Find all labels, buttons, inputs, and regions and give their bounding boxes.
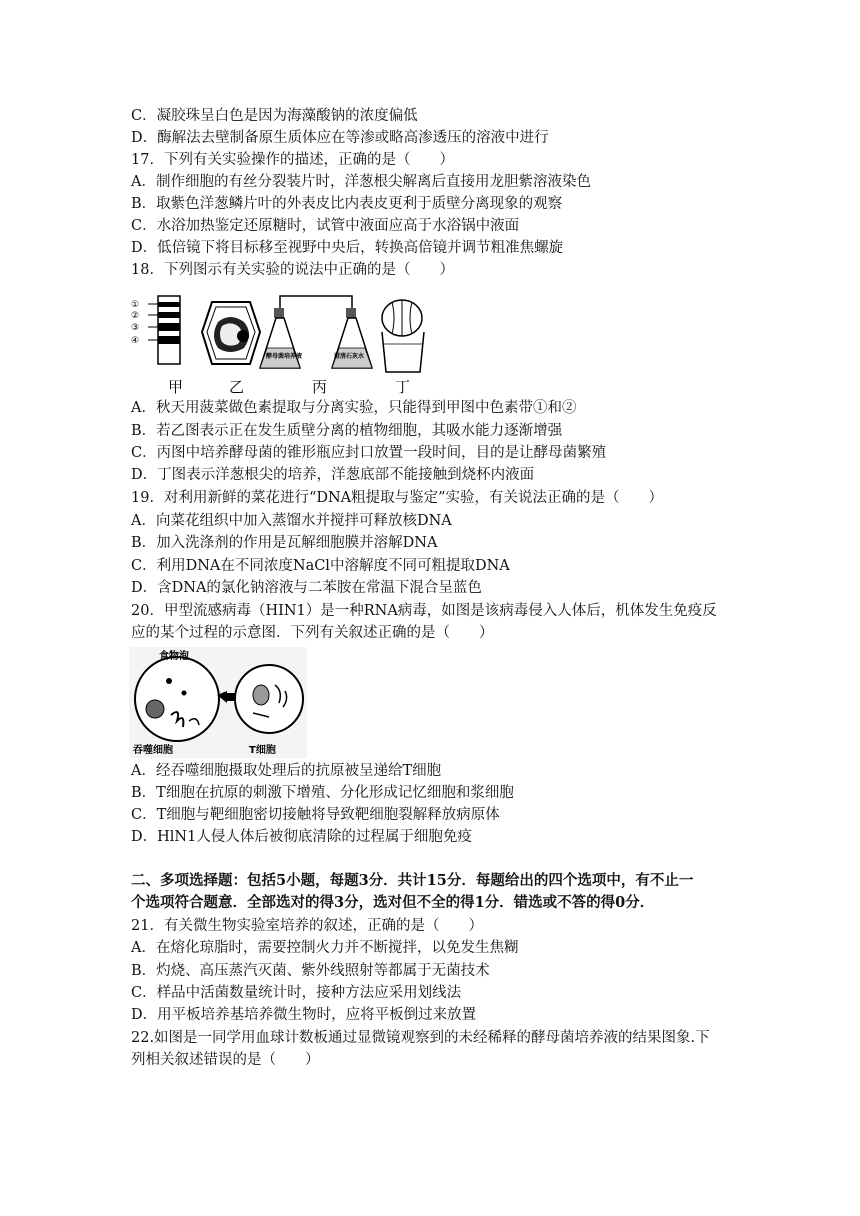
- option-19d: D．含DNA的氯化钠溶液与二苯胺在常温下混合呈蓝色: [131, 580, 482, 596]
- option-20a: A．经吞噬细胞摄取处理后的抗原被呈递给T细胞: [131, 763, 442, 779]
- option-19b: B．加入洗涤剂的作用是瓦解细胞膜并溶解DNA: [131, 535, 438, 551]
- experiment-figure-18: [130, 292, 430, 396]
- section-heading-line2: 个选项符合题意．全部选对的得3分，选对但不全的得1分．错选或不答的得0分．: [131, 894, 655, 911]
- question-22-line1: 22.如图是一同学用血球计数板通过显微镜观察到的未经稀释的酵母菌培养液的结果图象.下: [131, 1030, 710, 1046]
- option-17c: C．水浴加热鉴定还原糖时，试管中液面应高于水浴锅中液面: [131, 218, 520, 234]
- caption-yi: 乙: [229, 378, 245, 396]
- option-21a: A．在熔化琼脂时，需要控制火力并不断搅拌，以免发生焦糊: [131, 940, 519, 956]
- onion-beaker: [382, 300, 424, 372]
- question-17: 17．下列有关实验操作的描述，正确的是（ ）: [131, 152, 454, 168]
- option-18a: A．秋天用菠菜做色素提取与分离实验，只能得到甲图中色素带①和②: [131, 400, 577, 416]
- fermentation-flasks: [260, 296, 372, 368]
- option-21c: C．样品中活菌数量统计时，接种方法应采用划线法: [131, 985, 462, 1001]
- option-16c: C．凝胶珠呈白色是因为海藻酸钠的浓度偏低: [131, 108, 418, 124]
- option-19c: C．利用DNA在不同浓度NaCl中溶解度不同可粗提取DNA: [131, 558, 510, 574]
- question-22-line2: 列相关叙述错误的是（ ）: [131, 1052, 320, 1068]
- option-18b: B．若乙图表示正在发生质壁分离的植物细胞，其吸水能力逐渐增强: [131, 423, 563, 439]
- caption-bing: 丙: [312, 378, 328, 396]
- question-19: 19．对利用新鲜的菜花进行“DNA粗提取与鉴定”实验，有关说法正确的是（ ）: [131, 490, 664, 506]
- flask-label-yeast: 酵母菌培养液: [266, 353, 303, 360]
- band-label-1: ①: [131, 300, 140, 310]
- option-20c: C．T细胞与靶细胞密切接触将导致靶细胞裂解释放病原体: [131, 807, 500, 823]
- option-17a: A．制作细胞的有丝分裂装片时，洋葱根尖解离后直接用龙胆紫溶液染色: [131, 174, 591, 190]
- plant-cell: [202, 302, 260, 364]
- caption-jia: 甲: [168, 378, 184, 396]
- immune-process-figure: [129, 647, 307, 758]
- option-21d: D．用平板培养基培养微生物时，应将平板倒过来放置: [131, 1007, 477, 1023]
- option-20b: B．T细胞在抗原的刺激下增殖、分化形成记忆细胞和浆细胞: [131, 785, 514, 801]
- option-17d: D．低倍镜下将目标移至视野中央后，转换高倍镜并调节粗准焦螺旋: [131, 240, 564, 256]
- label-t-cell: T细胞: [249, 745, 276, 756]
- option-18d: D．丁图表示洋葱根尖的培养，洋葱底部不能接触到烧杯内液面: [131, 467, 535, 483]
- band-label-4: ④: [131, 336, 140, 346]
- question-20-line1: 20．甲型流感病毒（HIN1）是一种RNA病毒，如图是该病毒侵入人体后，机体发生免疫反: [131, 603, 717, 619]
- label-food-vacuole: 食物泡: [159, 651, 189, 662]
- chromatography-strip: [131, 296, 180, 364]
- option-17b: B．取紫色洋葱鳞片叶的外表皮比内表皮更利于质壁分离现象的观察: [131, 196, 563, 212]
- option-20d: D．HlN1人侵人体后被彻底清除的过程属于细胞免疫: [131, 829, 472, 845]
- flask-label-limewater: 澄清石灰水: [334, 353, 365, 360]
- question-20-line2: 应的某个过程的示意图．下列有关叙述正确的是（ ）: [131, 625, 494, 641]
- option-16d: D．酶解法去壁制备原生质体应在等渗或略高渗透压的溶液中进行: [131, 130, 549, 146]
- option-19a: A．向菜花组织中加入蒸馏水并搅拌可释放核DNA: [131, 513, 452, 529]
- question-21: 21．有关微生物实验室培养的叙述，正确的是（ ）: [131, 918, 483, 934]
- question-18: 18．下列图示有关实验的说法中正确的是（ ）: [131, 262, 454, 278]
- caption-ding: 丁: [395, 378, 411, 396]
- option-18c: C．丙图中培养酵母菌的锥形瓶应封口放置一段时间，目的是让酵母菌繁殖: [131, 445, 607, 461]
- option-21b: B．灼烧、高压蒸汽灭菌、紫外线照射等都属于无菌技术: [131, 963, 490, 979]
- band-label-3: ③: [131, 323, 140, 333]
- section-heading-line1: 二、多项选择题：包括5小题，每题3分．共计15分．每题给出的四个选项中，有不止一: [131, 872, 694, 889]
- band-label-2: ②: [131, 311, 140, 321]
- label-phagocyte: 吞噬细胞: [133, 745, 173, 756]
